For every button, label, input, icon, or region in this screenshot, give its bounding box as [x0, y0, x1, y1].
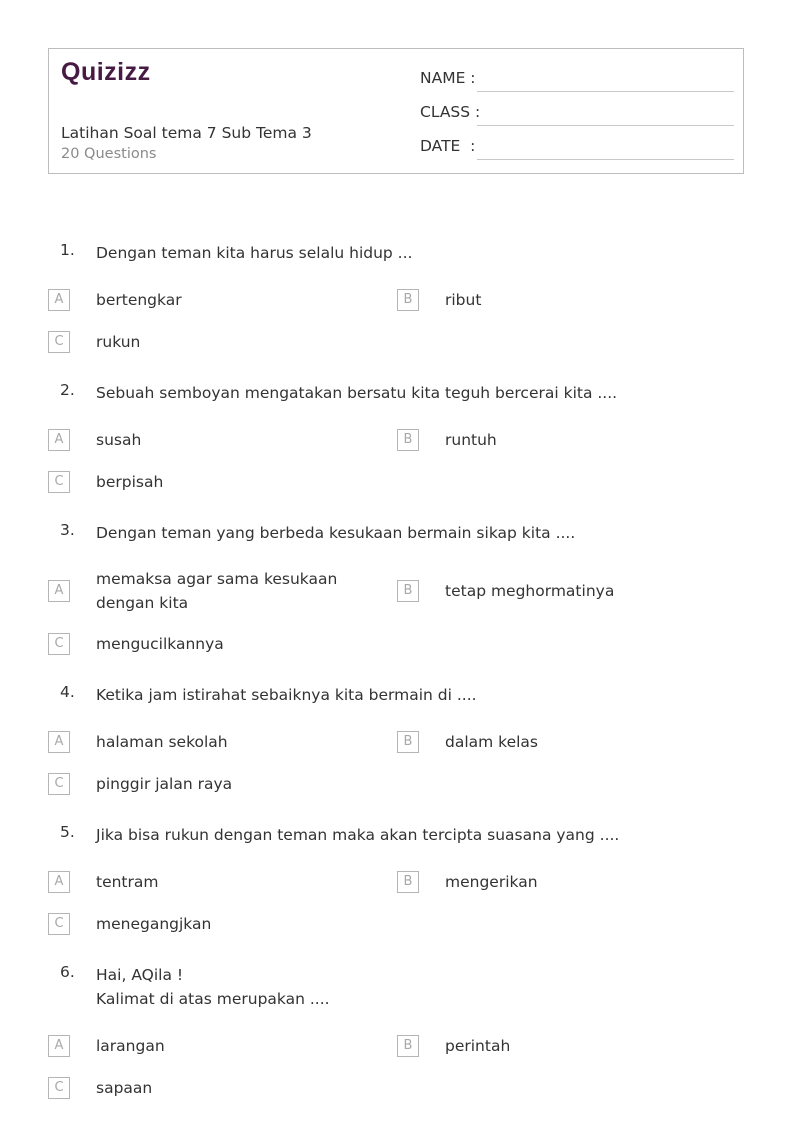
date-field[interactable] [420, 137, 734, 161]
question-text: Hai, AQila ! [96, 966, 184, 984]
name-field[interactable] [420, 69, 734, 93]
question-count: 20 Questions [61, 146, 157, 162]
quizizz-logo: Quizizz [61, 58, 151, 86]
date-label: DATE : [420, 137, 476, 155]
option-text: menegangjkan [96, 915, 212, 933]
option-letter-box: B [397, 731, 419, 753]
option-letter-box: C [48, 331, 70, 353]
date-line [477, 159, 734, 160]
option-text: bertengkar [96, 291, 182, 309]
option-text: susah [96, 431, 142, 449]
option-letter-box: A [48, 871, 70, 893]
option-text: mengucilkannya [96, 635, 224, 653]
name-line [477, 91, 734, 92]
option-text: dalam kelas [445, 733, 539, 751]
option-text: tetap meghormatinya [445, 582, 615, 600]
option-text: rukun [96, 333, 141, 351]
option-text: larangan [96, 1037, 165, 1055]
worksheet-title: Latihan Soal tema 7 Sub Tema 3 [61, 124, 312, 142]
name-label: NAME : [420, 69, 476, 87]
option-text: perintah [445, 1037, 511, 1055]
option-letter-box: C [48, 633, 70, 655]
class-field[interactable] [420, 103, 734, 127]
option-letter-box: A [48, 429, 70, 451]
option-text: berpisah [96, 473, 164, 491]
option-text: memaksa agar sama kesukaan dengan kita [96, 570, 338, 612]
option-letter-box: A [48, 580, 70, 602]
option-letter-box: A [48, 1035, 70, 1057]
option-letter-box: B [397, 871, 419, 893]
option-text: halaman sekolah [96, 733, 228, 751]
question-text-line-2: Kalimat di atas merupakan .... [96, 990, 330, 1008]
question-number: 6. [60, 963, 75, 981]
option-text: pinggir jalan raya [96, 775, 233, 793]
option-letter-box: A [48, 731, 70, 753]
question-number: 2. [60, 381, 75, 399]
option-letter-box: C [48, 913, 70, 935]
question-number: 3. [60, 521, 75, 539]
option-letter-box: B [397, 289, 419, 311]
option-text: mengerikan [445, 873, 538, 891]
class-line [477, 125, 734, 126]
question-text: Dengan teman kita harus selalu hidup ... [96, 244, 413, 262]
option-text: sapaan [96, 1079, 153, 1097]
class-label: CLASS : [420, 103, 481, 121]
worksheet-header [48, 48, 744, 174]
question-number: 5. [60, 823, 75, 841]
question-text: Dengan teman yang berbeda kesukaan bermain sikap kita .... [96, 524, 576, 542]
option-text: ribut [445, 291, 482, 309]
question-text: Jika bisa rukun dengan teman maka akan tercipta suasana yang .... [96, 826, 620, 844]
option-text: tentram [96, 873, 159, 891]
question-text: Ketika jam istirahat sebaiknya kita bermain di .... [96, 686, 477, 704]
question-number: 4. [60, 683, 75, 701]
option-letter-box: B [397, 429, 419, 451]
option-letter-box: B [397, 1035, 419, 1057]
question-number: 1. [60, 241, 75, 259]
option-letter-box: C [48, 1077, 70, 1099]
question-text: Sebuah semboyan mengatakan bersatu kita teguh bercerai kita .... [96, 384, 618, 402]
option-letter-box: C [48, 471, 70, 493]
option-letter-box: B [397, 580, 419, 602]
option-text: runtuh [445, 431, 497, 449]
option-letter-box: C [48, 773, 70, 795]
option-letter-box: A [48, 289, 70, 311]
